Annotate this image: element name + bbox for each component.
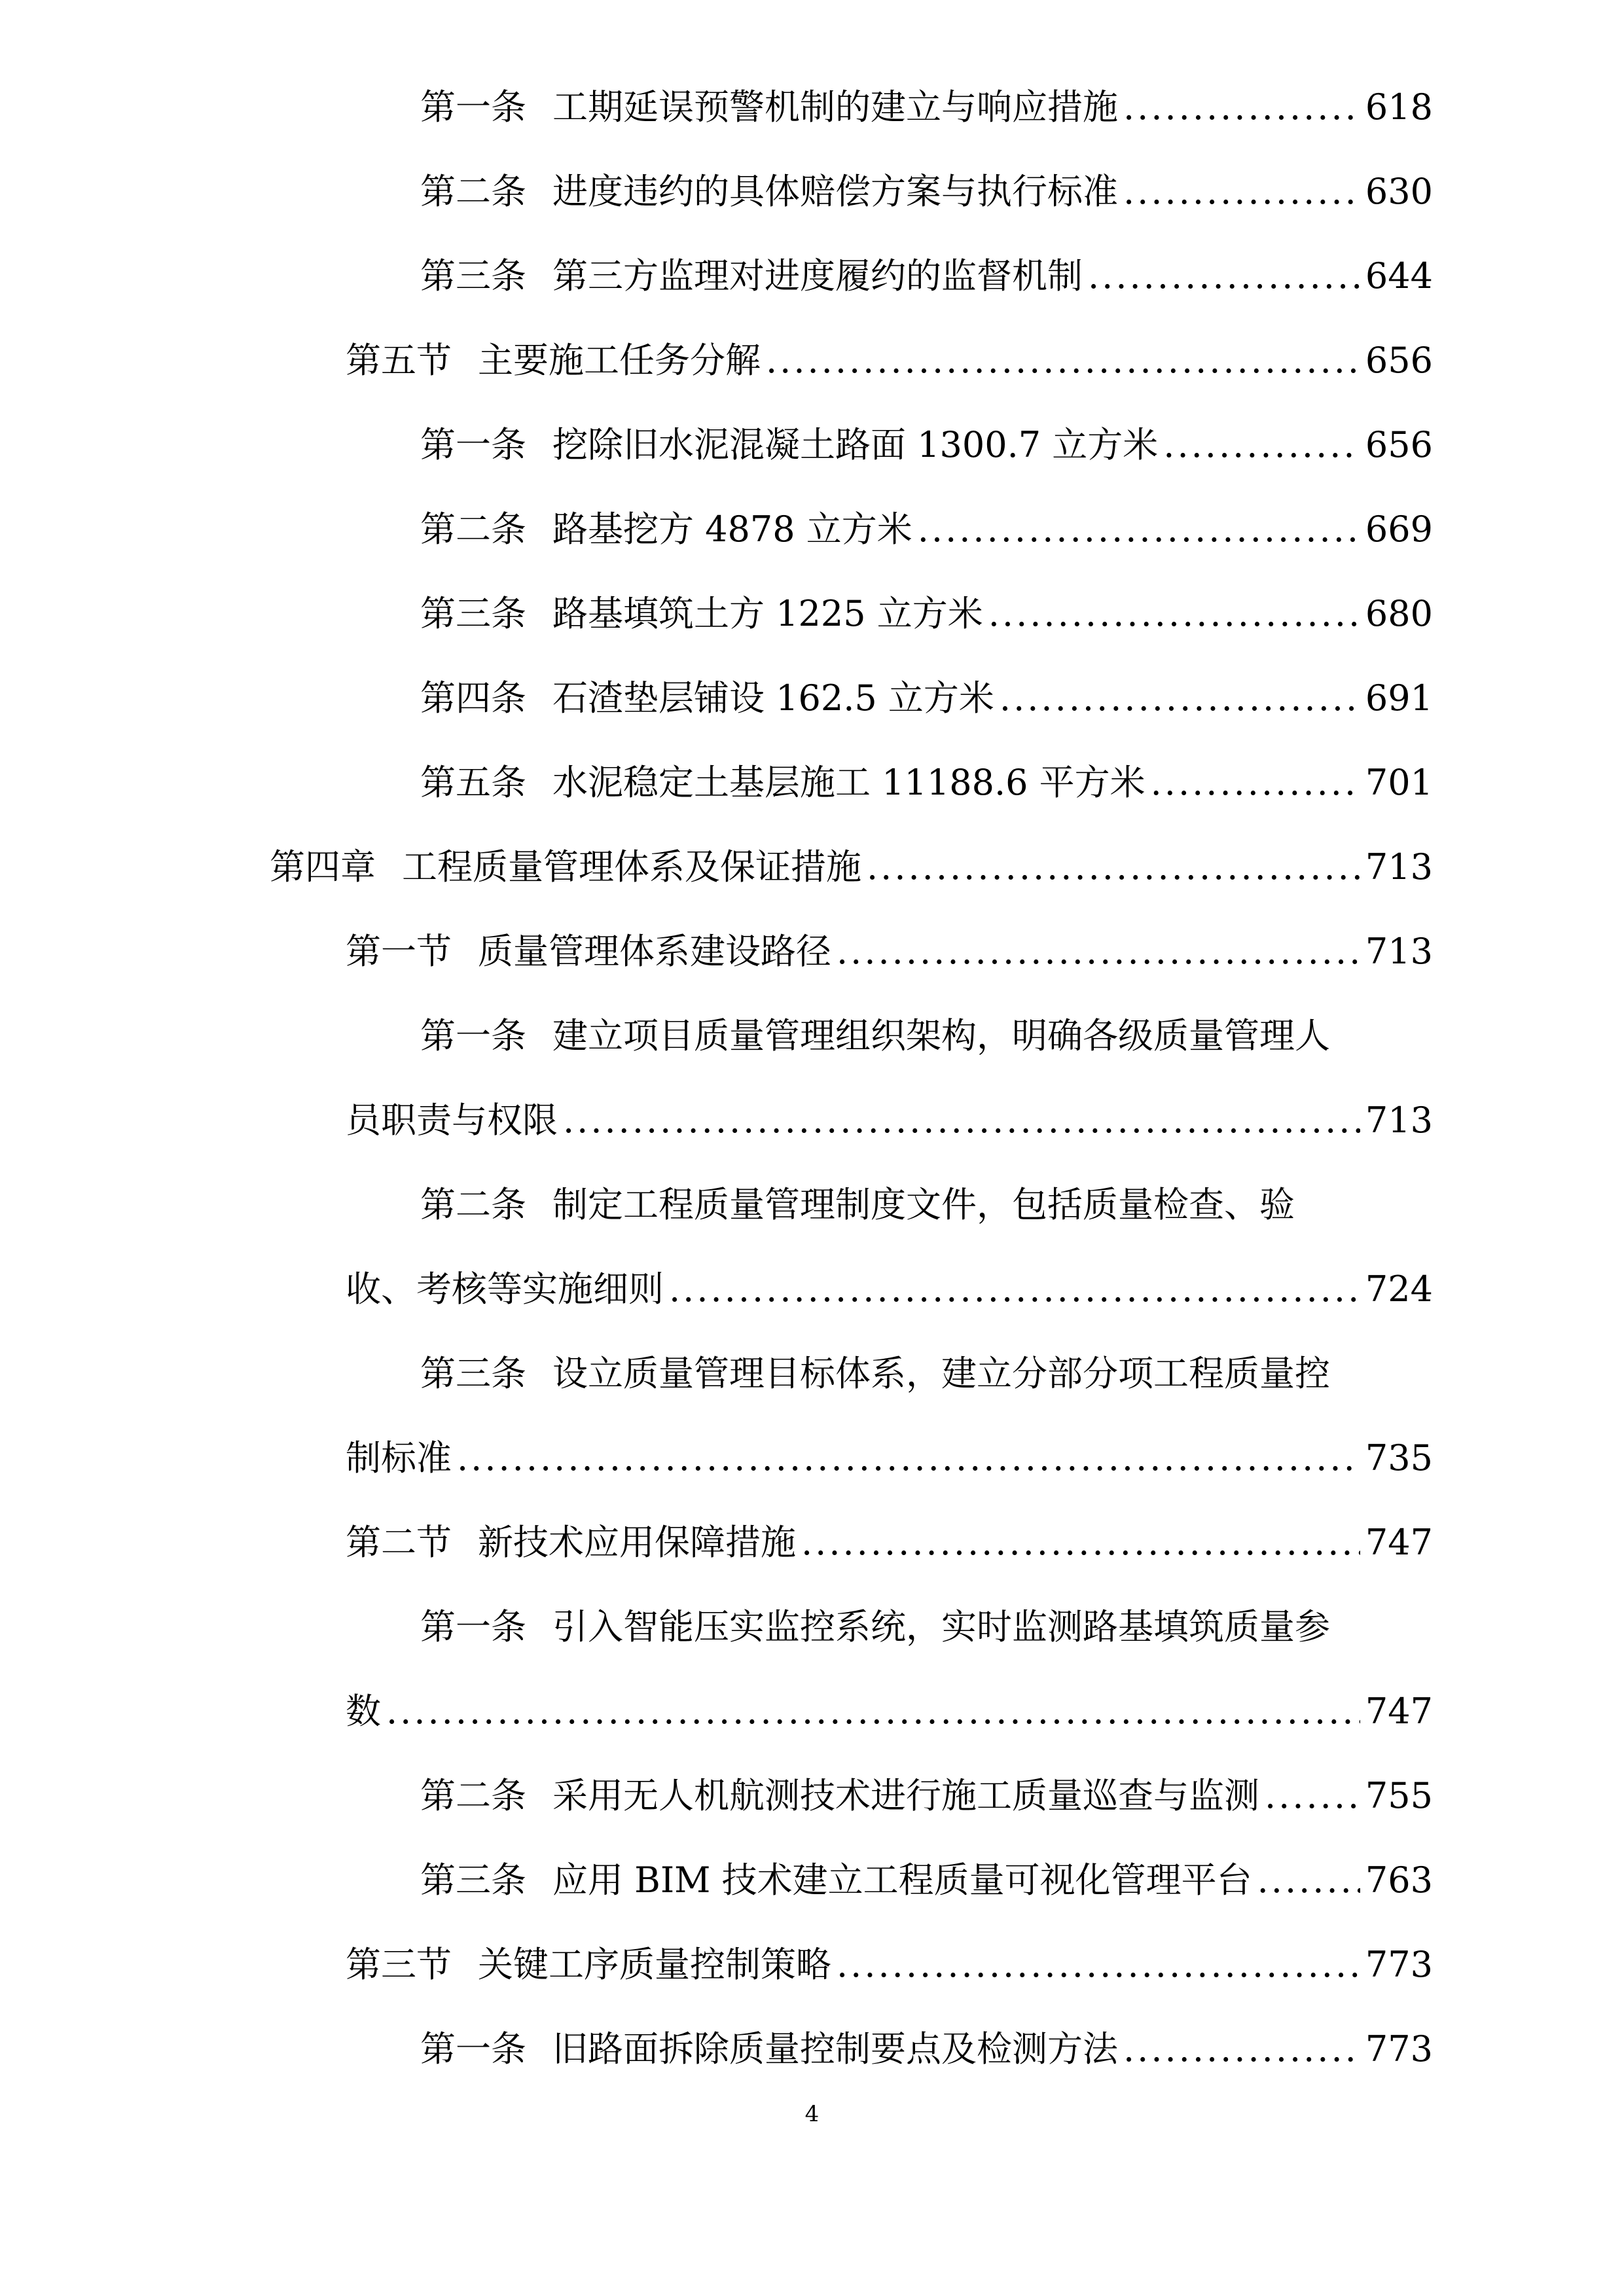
toc-leader-dots (1265, 1770, 1360, 1822)
toc-entry-page: 691 (1365, 677, 1433, 719)
toc-entry[interactable] (420, 1770, 1433, 1822)
toc-entry-page: 630 (1365, 171, 1433, 212)
toc-entry-page: 669 (1365, 509, 1433, 550)
toc-entry[interactable] (420, 166, 1433, 218)
toc-entry-title: 质量管理体系建设路径 (478, 931, 831, 972)
toc-entry-page: 680 (1365, 593, 1433, 634)
toc-entry-title: 关键工序质量控制策略 (478, 1944, 831, 1985)
toc-leader-dots (1151, 757, 1360, 809)
toc-entry-page: 713 (1365, 1100, 1433, 1141)
toc-leader-dots (386, 1685, 1360, 1738)
toc-entry[interactable] (420, 81, 1433, 134)
toc-leader-dots (837, 1939, 1360, 1991)
toc-entry-page: 747 (1365, 1522, 1433, 1563)
toc-entry[interactable] (420, 672, 1433, 725)
toc-entry-page: 701 (1365, 762, 1433, 803)
toc-leader-dots (1257, 1854, 1360, 1907)
toc-entry-title-continuation: 数 (346, 1691, 381, 1732)
toc-entry[interactable] (420, 503, 1433, 556)
toc-entry-number: 第一条 (420, 424, 526, 465)
toc-entry-number: 第四章 (270, 846, 376, 888)
toc-entry[interactable] (346, 1516, 1433, 1569)
toc-leader-dots (1163, 419, 1360, 471)
toc-entry-title: 挖除旧水泥混凝土路面 1300.7 立方米 (552, 424, 1159, 465)
toc-leader-dots (669, 1263, 1360, 1316)
toc-leader-dots (837, 925, 1360, 978)
toc-entry[interactable] (420, 1348, 1330, 1400)
toc-entry-title: 工程质量管理体系及保证措施 (402, 846, 861, 888)
toc-entry-page: 773 (1365, 1944, 1433, 1985)
toc-entry-number: 第一条 (420, 86, 526, 128)
toc-entry-title: 第三方监理对进度履约的监督机制 (552, 255, 1083, 296)
toc-entry[interactable] (420, 1854, 1433, 1907)
toc-entry-continuation[interactable] (346, 1685, 1433, 1738)
toc-entry-page: 713 (1365, 931, 1433, 972)
toc-entry-title: 应用 BIM 技术建立工程质量可视化管理平台 (552, 1859, 1252, 1901)
toc-entry-title: 设立质量管理目标体系，建立分部分项工程质量控 (552, 1353, 1330, 1394)
toc-entry-number: 第三条 (420, 1859, 526, 1901)
toc-entry[interactable] (346, 334, 1433, 387)
toc-entry[interactable] (420, 419, 1433, 471)
toc-entry-title-continuation: 收、考核等实施细则 (346, 1268, 664, 1310)
toc-entry[interactable] (420, 250, 1433, 302)
toc-leader-dots (1123, 166, 1360, 218)
toc-entry-title: 引入智能压实监控系统，实时监测路基填筑质量参 (552, 1606, 1330, 1647)
page-number: 4 (804, 2101, 820, 2127)
toc-entry[interactable] (270, 841, 1433, 893)
toc-entry[interactable] (420, 2023, 1433, 2075)
toc-leader-dots (563, 1094, 1360, 1147)
toc-entry[interactable] (346, 925, 1433, 978)
toc-entry-page: 656 (1365, 424, 1433, 465)
toc-entry-number: 第五节 (346, 340, 452, 381)
toc-entry-number: 第三条 (420, 593, 526, 634)
toc-leader-dots (988, 588, 1360, 640)
toc-entry-number: 第二条 (420, 1184, 526, 1225)
toc-entry-number: 第三条 (420, 1353, 526, 1394)
toc-entry-page: 644 (1365, 255, 1433, 296)
toc-entry-title: 采用无人机航测技术进行施工质量巡查与监测 (552, 1775, 1259, 1816)
toc-entry-page: 713 (1365, 846, 1433, 888)
toc-entry-number: 第二条 (420, 1775, 526, 1816)
toc-entry-page: 773 (1365, 2028, 1433, 2070)
toc-entry-page: 763 (1365, 1859, 1433, 1901)
toc-entry-number: 第一条 (420, 2028, 526, 2070)
toc-entry-number: 第五条 (420, 762, 526, 803)
toc-entry-continuation[interactable] (346, 1263, 1433, 1316)
toc-leader-dots (1123, 81, 1360, 134)
toc-entry-title: 旧路面拆除质量控制要点及检测方法 (552, 2028, 1118, 2070)
toc-entry-page: 755 (1365, 1775, 1433, 1816)
toc-leader-dots (766, 334, 1360, 387)
toc-entry-title: 进度违约的具体赔偿方案与执行标准 (552, 171, 1118, 212)
toc-entry-title: 路基填筑土方 1225 立方米 (552, 593, 983, 634)
toc-leader-dots (801, 1516, 1360, 1569)
toc-entry-continuation[interactable] (346, 1094, 1433, 1147)
toc-entry-title: 路基挖方 4878 立方米 (552, 509, 912, 550)
toc-entry-number: 第一条 (420, 1606, 526, 1647)
toc-entry-number: 第二条 (420, 171, 526, 212)
toc-entry-page: 724 (1365, 1268, 1433, 1310)
toc-leader-dots (918, 503, 1360, 556)
toc-entry-title: 石渣垫层铺设 162.5 立方米 (552, 677, 994, 719)
toc-entry-number: 第三条 (420, 255, 526, 296)
toc-entry[interactable] (420, 1601, 1330, 1653)
toc-entry-title: 水泥稳定土基层施工 11188.6 平方米 (552, 762, 1146, 803)
toc-entry[interactable] (420, 757, 1433, 809)
toc-entry-title: 建立项目质量管理组织架构，明确各级质量管理人 (552, 1015, 1330, 1056)
toc-leader-dots (457, 1432, 1360, 1484)
toc-entry-page: 747 (1365, 1691, 1433, 1732)
toc-entry-number: 第一节 (346, 931, 452, 972)
toc-entry-page: 618 (1365, 86, 1433, 128)
toc-leader-dots (1088, 250, 1360, 302)
toc-entry-number: 第二条 (420, 509, 526, 550)
toc-entry[interactable] (420, 1010, 1330, 1062)
toc-entry-number: 第二节 (346, 1522, 452, 1563)
toc-entry[interactable] (346, 1939, 1433, 1991)
toc-entry[interactable] (420, 1179, 1295, 1231)
toc-entry-number: 第一条 (420, 1015, 526, 1056)
toc-leader-dots (867, 841, 1360, 893)
toc-entry[interactable] (420, 588, 1433, 640)
toc-entry-continuation[interactable] (346, 1432, 1433, 1484)
toc-entry-title: 新技术应用保障措施 (478, 1522, 796, 1563)
toc-leader-dots (1000, 672, 1360, 725)
toc-entry-number: 第三节 (346, 1944, 452, 1985)
toc-entry-page: 656 (1365, 340, 1433, 381)
toc-entry-title: 主要施工任务分解 (478, 340, 761, 381)
toc-entry-number: 第四条 (420, 677, 526, 719)
toc-entry-title: 工期延误预警机制的建立与响应措施 (552, 86, 1118, 128)
toc-entry-page: 735 (1365, 1437, 1433, 1479)
toc-entry-title-continuation: 制标准 (346, 1437, 452, 1479)
toc-entry-title-continuation: 员职责与权限 (346, 1100, 558, 1141)
toc-leader-dots (1123, 2023, 1360, 2075)
toc-entry-title: 制定工程质量管理制度文件，包括质量检查、验 (552, 1184, 1295, 1225)
